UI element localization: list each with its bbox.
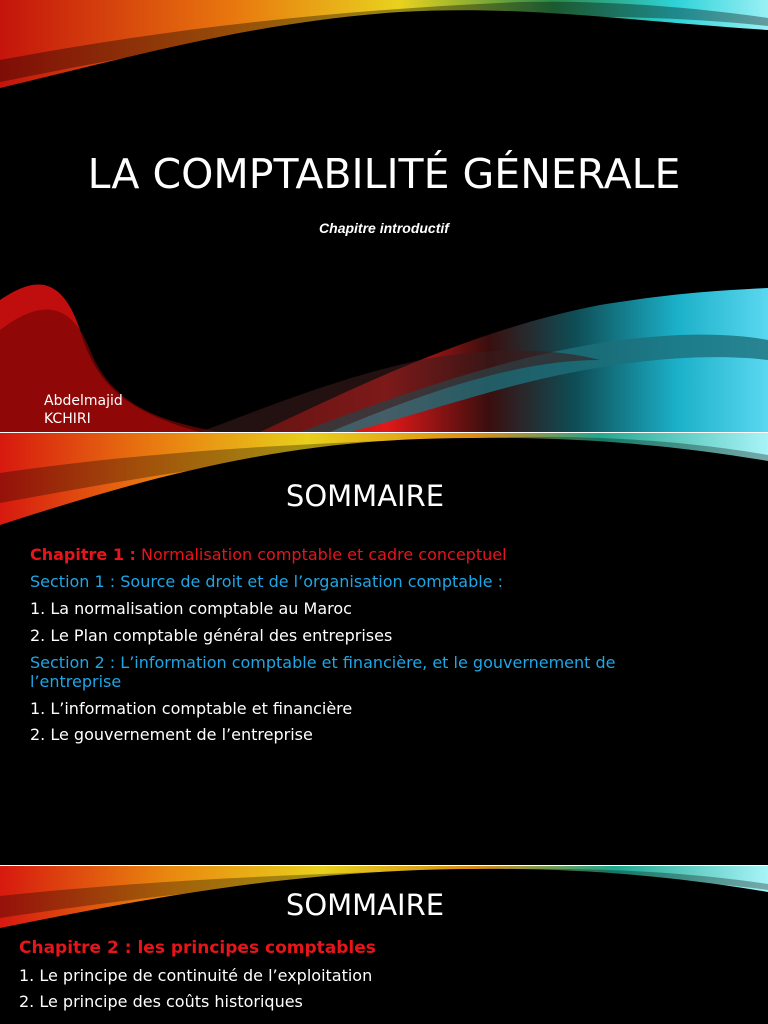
summary-heading: SOMMAIRE — [285, 888, 445, 922]
chapter-1-label: Chapitre 1 : — [30, 545, 136, 564]
decorative-swoosh-image — [0, 0, 768, 432]
chapter-2-title: Chapitre 2 : les principes comptables — [19, 938, 376, 958]
author — [44, 392, 123, 428]
summary-slide-2 — [0, 866, 768, 1024]
author-first-name: Abdelmajid — [44, 393, 123, 409]
summary-slide-1 — [0, 433, 768, 865]
chapter-1-line — [30, 545, 507, 564]
section-1-title: Section 1 : Source de droit et de l’organisation comptable : — [30, 572, 504, 591]
section-2-title-line-1: Section 2 : L’information comptable et financière, et le gouvernement de — [30, 653, 616, 672]
list-item: 1. La normalisation comptable au Maroc — [30, 599, 352, 618]
title-slide — [0, 0, 768, 432]
list-item: 2. Le Plan comptable général des entreprises — [30, 626, 393, 645]
list-item: 2. Le principe des coûts historiques — [19, 992, 303, 1011]
list-item: 2. Le gouvernement de l’entreprise — [30, 725, 313, 744]
author-last-name: KCHIRI — [44, 411, 91, 427]
list-item: 1. L’information comptable et financière — [30, 699, 353, 718]
presentation-title: LA COMPTABILITÉ GÉNERALE — [87, 150, 681, 198]
list-item: 1. Le principe de continuité de l’exploitation — [19, 966, 373, 985]
section-2-title-line-2: l’entreprise — [30, 672, 122, 691]
chapter-1-title: Normalisation comptable et cadre conceptuel — [141, 545, 507, 564]
summary-heading: SOMMAIRE — [285, 479, 445, 513]
subtitle: Chapitre introductif — [319, 220, 449, 236]
